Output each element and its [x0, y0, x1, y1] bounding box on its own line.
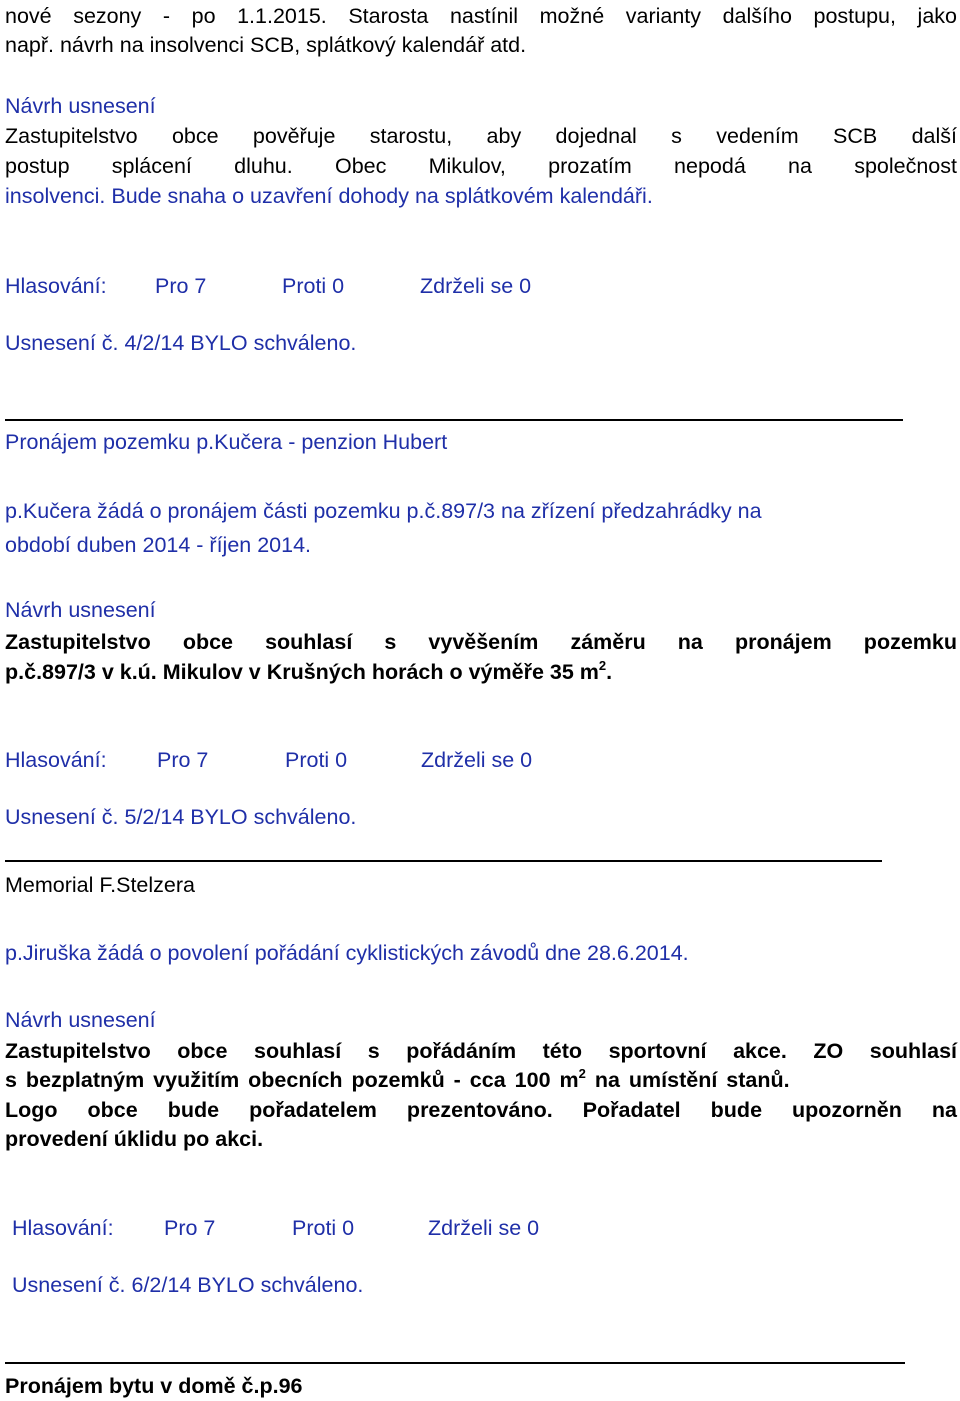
proposal-line: insolvenci. Bude snaha o uzavření dohody na splátkovém kalendáři. [5, 184, 653, 208]
proposal-line: postup splácení dluhu. Obec Mikulov, prozatím nepodá na společnost [5, 154, 957, 178]
section-title: Memorial F.Stelzera [5, 873, 195, 897]
section-divider [5, 1362, 905, 1364]
resolution-status: Usnesení č. 4/2/14 BYLO schváleno. [5, 331, 357, 355]
superscript: 2 [598, 658, 607, 673]
vote-abstain: Zdrželi se 0 [420, 274, 532, 298]
proposal-line [5, 1066, 957, 1095]
proposal-text: . [606, 660, 613, 684]
proposal-line [5, 658, 957, 687]
section-title: Pronájem bytu v domě č.p.96 [5, 1374, 303, 1398]
paragraph-line: např. návrh na insolvenci SCB, splátkový kalendář atd. [5, 33, 527, 57]
proposal-line: Zastupitelstvo obce souhlasí s vyvěšením záměru na pronájem pozemku [5, 630, 957, 654]
request-line: období duben 2014 - říjen 2014. [5, 533, 312, 557]
proposal-line: Zastupitelstvo obce souhlasí s pořádáním této sportovní akce. ZO souhlasí [5, 1039, 957, 1063]
request-line: p.Jiruška žádá o povolení pořádání cyklistických závodů dne 28.6.2014. [5, 941, 689, 965]
vote-abstain: Zdrželi se 0 [428, 1216, 540, 1240]
proposal-heading: Návrh usnesení [5, 1008, 156, 1032]
paragraph-line: nové sezony - po 1.1.2015. Starosta nastínil možné varianty dalšího postupu, jako [5, 4, 957, 28]
proposal-heading: Návrh usnesení [5, 94, 156, 118]
proposal-line: provedení úklidu po akci. [5, 1127, 264, 1151]
vote-pro: Pro 7 [157, 748, 209, 772]
section-title: Pronájem pozemku p.Kučera - penzion Hubert [5, 430, 448, 454]
vote-label: Hlasování: [5, 274, 107, 298]
proposal-text: p.č.897/3 v k.ú. Mikulov v Krušných horách o výměře 35 m [5, 660, 599, 684]
vote-abstain: Zdrželi se 0 [421, 748, 533, 772]
proposal-line: Logo obce bude pořadatelem prezentováno. Pořadatel bude upozorněn na [5, 1098, 957, 1122]
vote-label: Hlasování: [5, 748, 107, 772]
resolution-status: Usnesení č. 6/2/14 BYLO schváleno. [12, 1273, 364, 1297]
section-divider [5, 860, 882, 862]
request-line: p.Kučera žádá o pronájem části pozemku p.č.897/3 na zřízení předzahrádky na [5, 499, 762, 523]
proposal-heading: Návrh usnesení [5, 598, 156, 622]
vote-against: Proti 0 [292, 1216, 355, 1240]
section-divider [5, 419, 903, 421]
vote-pro: Pro 7 [164, 1216, 216, 1240]
vote-against: Proti 0 [282, 274, 345, 298]
superscript: 2 [578, 1066, 586, 1081]
vote-label: Hlasování: [12, 1216, 114, 1240]
vote-pro: Pro 7 [155, 274, 207, 298]
proposal-line: Zastupitelstvo obce pověřuje starostu, aby dojednal s vedením SCB další [5, 124, 957, 148]
vote-against: Proti 0 [285, 748, 348, 772]
proposal-text: na umístění stanů. [585, 1068, 790, 1092]
proposal-text: s bezplatným využitím obecních pozemků - cca 100 m [5, 1068, 579, 1092]
resolution-status: Usnesení č. 5/2/14 BYLO schváleno. [5, 805, 357, 829]
